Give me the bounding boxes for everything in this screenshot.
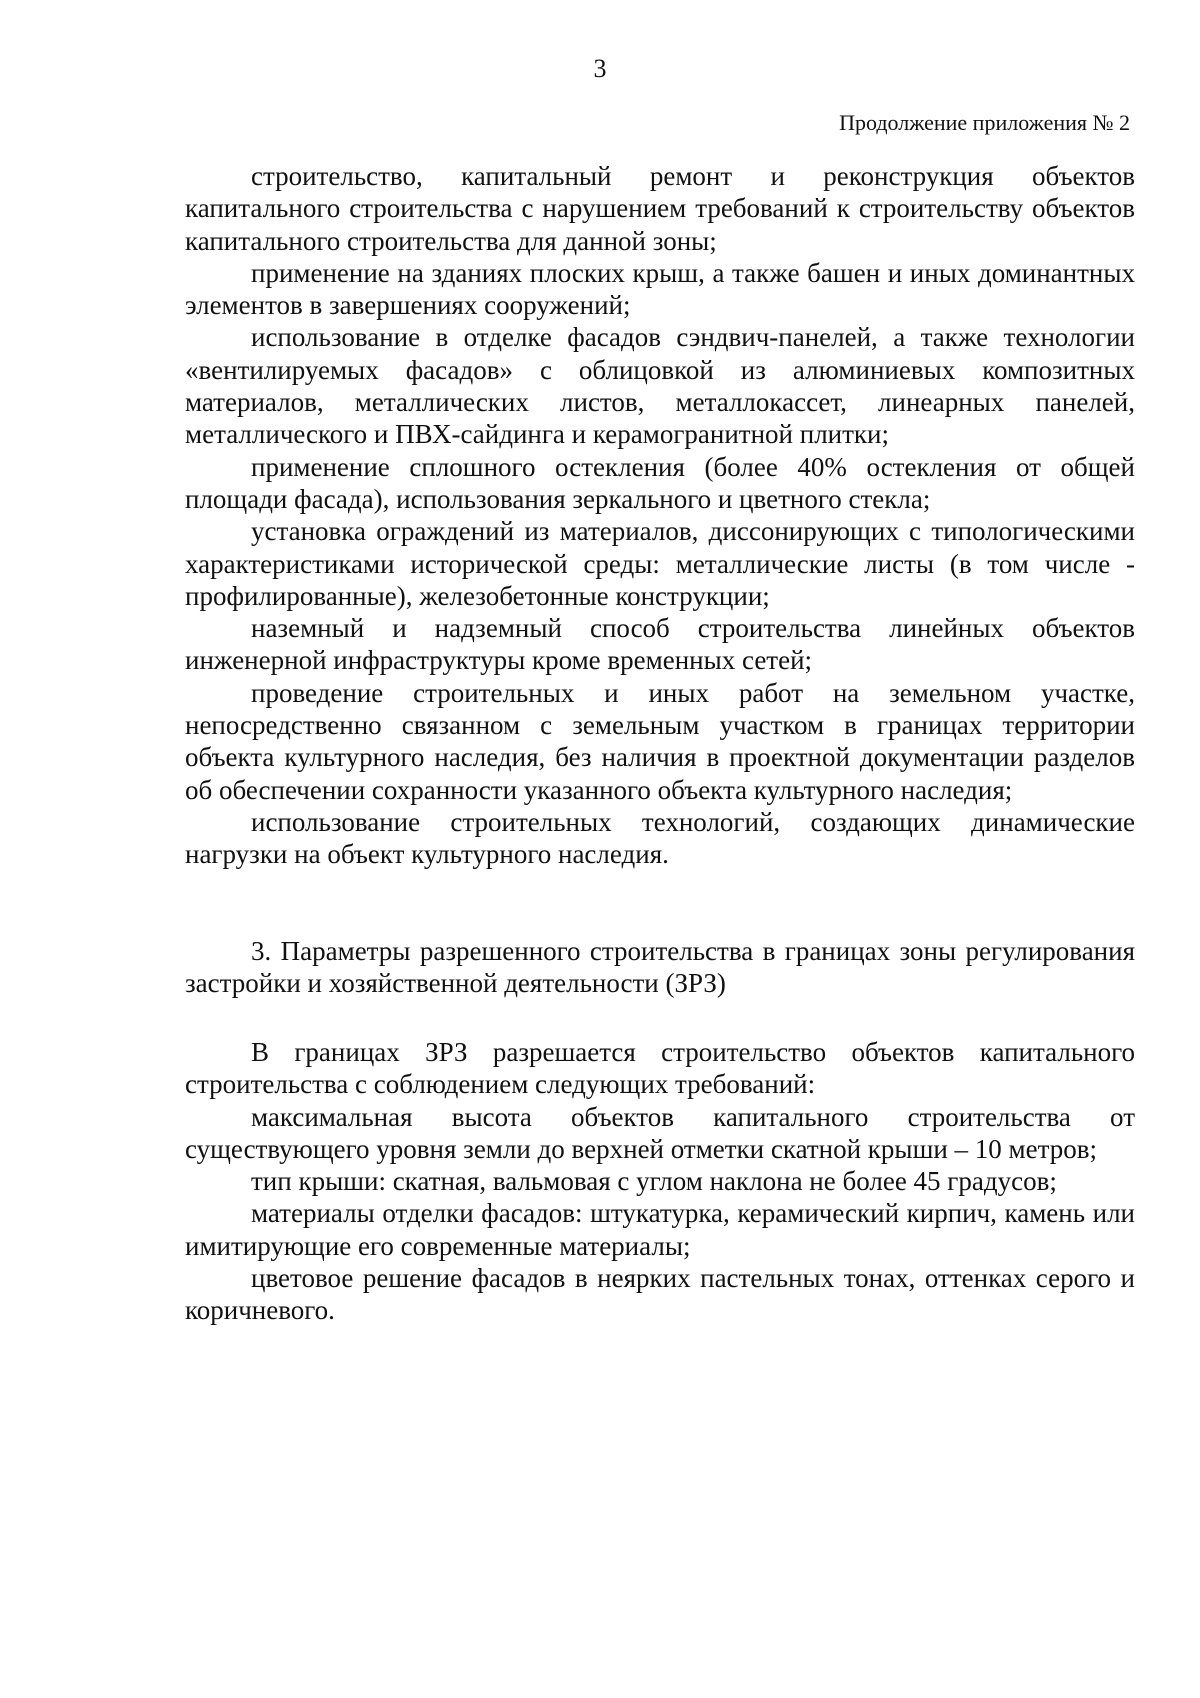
section-3-heading-block <box>185 935 1135 1000</box>
requirements-list <box>185 1036 1135 1327</box>
restriction-paragraph: наземный и надземный способ строительства линейных объектов инженерной инфраструктуры кроме временных сетей; <box>185 613 1135 676</box>
restriction-paragraph: применение на зданиях плоских крыш, а также башен и иных доминантных элементов в завершениях сооружений; <box>185 257 1135 321</box>
restrictions-list <box>185 160 1135 871</box>
appendix-continuation-note: Продолжение приложения № 2 <box>839 110 1130 135</box>
requirement-paragraph: максимальная высота объектов капитального строительства от существующего уровня земли до верхней отметки скатной крыши – 10 метров; <box>185 1101 1135 1164</box>
restriction-paragraph: использование строительных технологий, создающих динамические нагрузки на объект культурного наследия. <box>185 806 1135 870</box>
restriction-paragraph: использование в отделке фасадов сэндвич-панелей, а также технологии «вентилируемых фасадов» с облицовкой из алюминиевых композитных материалов, металлических листов, металлокассет, линеарных панелей, металлического и ПВХ-сайдинга и керамогранитной плитки; <box>185 322 1135 450</box>
restriction-paragraph: применение сплошного остекления (более 40% остекления от общей площади фасада), использования зеркального и цветного стекла; <box>185 451 1135 514</box>
section-heading: 3. Параметры разрешенного строительства в границах зоны регулирования застройки и хозяйственной деятельности (ЗРЗ) <box>185 936 1135 999</box>
restriction-paragraph: строительство, капитальный ремонт и реконструкция объектов капитального строительства с нарушением требований к строительству объектов капитального строительства для данной зоны; <box>185 161 1135 256</box>
restriction-paragraph: проведение строительных и иных работ на земельном участке, непосредственно связанном с земельным участком в границах территории объекта культурного наследия, без наличия в проектной документации разделов об обеспечении сохранности указанного объекта культурного наследия; <box>185 677 1135 805</box>
restriction-paragraph: установка ограждений из материалов, диссонирующих с типологическими характеристиками исторической среды: металлические листы (в том числе - профилированные), железобетонные конструкции; <box>185 516 1135 611</box>
requirement-paragraph: материалы отделки фасадов: штукатурка, керамический кирпич, камень или имитирующие его современные материалы; <box>185 1198 1135 1261</box>
requirement-paragraph: цветовое решение фасадов в неярких пастельных тонах, оттенках серого и коричневого. <box>185 1263 1135 1326</box>
requirement-paragraph: тип крыши: скатная, вальмовая с углом наклона не более 45 градусов; <box>251 1166 1057 1197</box>
requirements-intro: В границах ЗРЗ разрешается строительство объектов капитального строительства с соблюдением следующих требований: <box>185 1037 1135 1100</box>
page-number: 3 <box>593 54 607 83</box>
